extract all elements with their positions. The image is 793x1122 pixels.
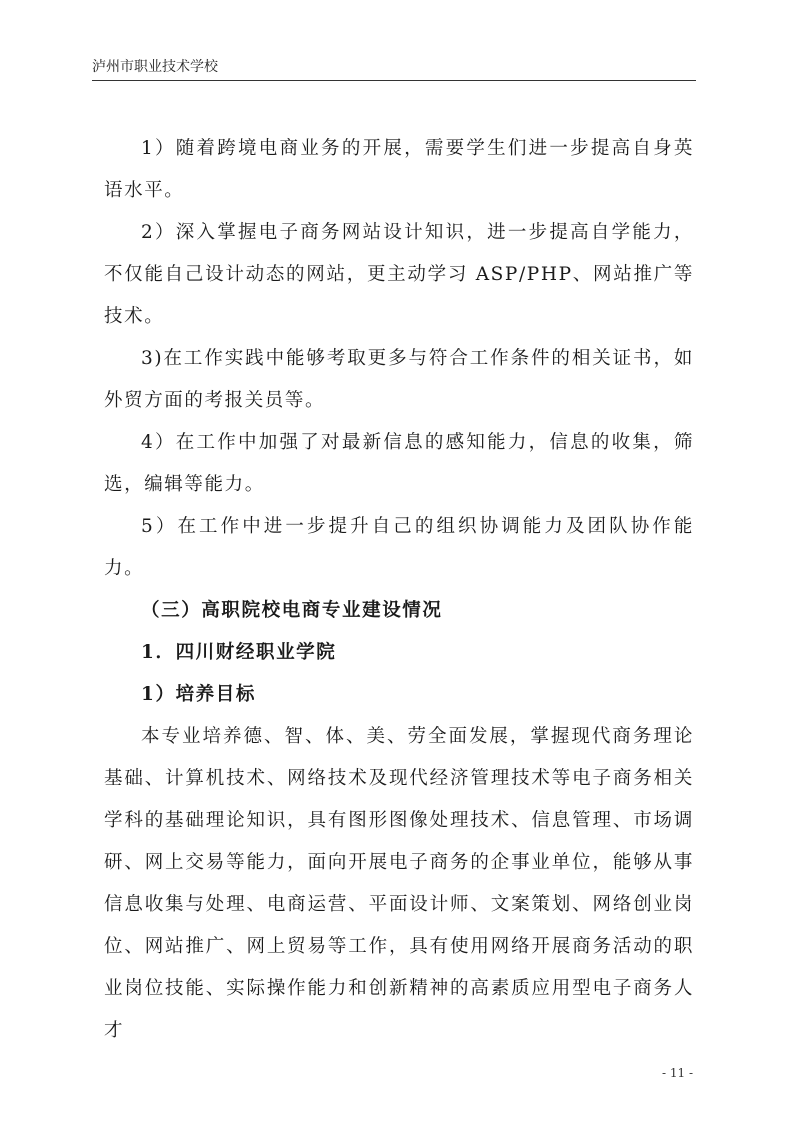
sub-subsection-heading: 1）培养目标 xyxy=(141,684,256,705)
paragraph-4: 4）在工作中加强了对最新信息的感知能力，信息的收集，筛选，编辑等能力。 xyxy=(104,432,694,495)
header-divider xyxy=(92,80,696,81)
paragraph-2: 2）深入掌握电子商务网站设计知识，进一步提高自学能力，不仅能自己设计动态的网站，更主动学习 ASP/PHP、网站推广等技术。 xyxy=(104,222,694,327)
document-body xyxy=(104,128,694,1052)
page-number: - 11 - xyxy=(662,1066,694,1080)
subsection-heading: 1．四川财经职业学院 xyxy=(141,642,337,663)
paragraph-5: 5）在工作中进一步提升自己的组织协调能力及团队协作能力。 xyxy=(104,516,694,579)
page-header-school: 泸州市职业技术学校 xyxy=(92,59,218,75)
paragraph-3: 3)在工作实践中能够考取更多与符合工作条件的相关证书，如外贸方面的考报关员等。 xyxy=(104,348,694,411)
section-heading: （三）高职院校电商专业建设情况 xyxy=(141,600,443,621)
paragraph-training-goal: 本专业培养德、智、体、美、劳全面发展，掌握现代商务理论基础、计算机技术、网络技术及现代经济管理技术等电子商务相关学科的基础理论知识，具有图形图像处理技术、信息管理、市场调研、网上交易等能力，面向开展电子商务的企事业单位，能够从事信息收集与处理、电商运营、平面设计师、文案策划、网络创业岗位、网站推广、网上贸易等工作，具有使用网络开展商务活动的职业岗位技能、实际操作能力和创新精神的高素质应用型电子商务人才 xyxy=(104,726,694,1041)
paragraph-1: 1）随着跨境电商业务的开展，需要学生们进一步提高自身英语水平。 xyxy=(104,138,694,201)
